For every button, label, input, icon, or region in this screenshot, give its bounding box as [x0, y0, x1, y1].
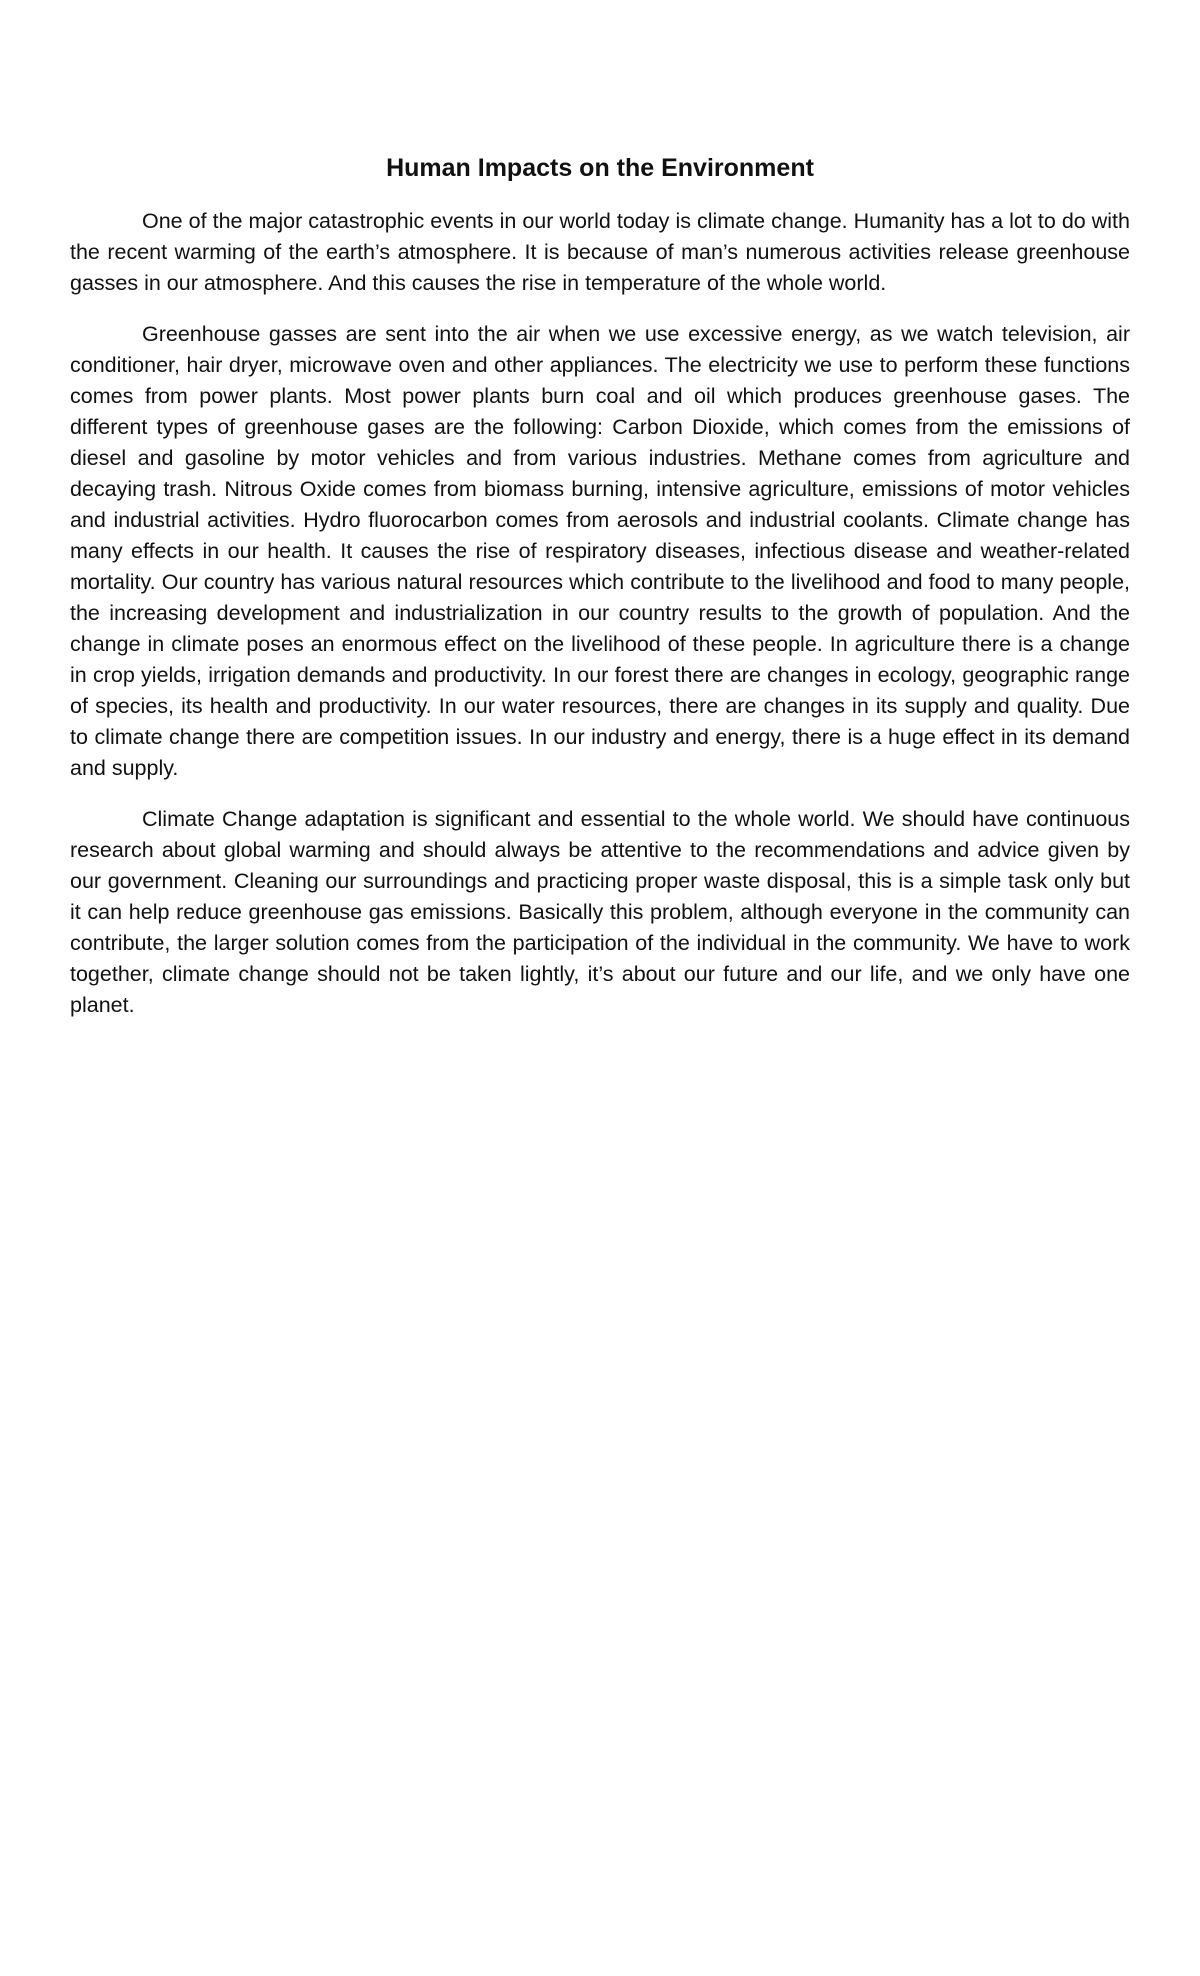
document-title: Human Impacts on the Environment: [386, 154, 814, 182]
paragraph-greenhouse-gasses: Greenhouse gasses are sent into the air when we use excessive energy, as we watch television, air conditioner, hair dryer, microwave oven and other appliances. The electricity we use to perform these functions comes from power plants. Most power plants burn coal and oil which produces greenhouse gases. The different types of greenhouse gases are the following: Carbon Dioxide, which comes from the emissions of diesel and gasoline by motor vehicles and from various industries. Methane comes from agriculture and decaying trash. Nitrous Oxide comes from biomass burning, intensive agriculture, emissions of motor vehicles and industrial activities. Hydro fluorocarbon comes from aerosols and industrial coolants. Climate change has many effects in our health. It causes the rise of respiratory diseases, infectious disease and weather-related mortality. Our country has various natural resources which contribute to the livelihood and food to many people, the increasing development and industrialization in our country results to the growth of population. And the change in climate poses an enormous effect on the livelihood of these people. In agriculture there is a change in crop yields, irrigation demands and productivity. In our forest there are changes in ecology, geographic range of species, its health and productivity. In our water resources, there are changes in its supply and quality. Due to climate change there are competition issues. In our industry and energy, there is a huge effect in its demand and supply.: [70, 322, 1130, 780]
document-body: [70, 150, 1130, 1041]
paragraph-intro: One of the major catastrophic events in our world today is climate change. Humanity has a lot to do with the recent warming of the earth’s atmosphere. It is because of man’s numerous activities release greenhouse gasses in our atmosphere. And this causes the rise in temperature of the whole world.: [70, 209, 1130, 295]
paragraph-adaptation: Climate Change adaptation is significant and essential to the whole world. We should have continuous research about global warming and should always be attentive to the recommendations and advice given by our government. Cleaning our surroundings and practicing proper waste disposal, this is a simple task only but it can help reduce greenhouse gas emissions. Basically this problem, although everyone in the community can contribute, the larger solution comes from the participation of the individual in the community. We have to work together, climate change should not be taken lightly, it’s about our future and our life, and we only have one planet.: [70, 807, 1130, 1017]
